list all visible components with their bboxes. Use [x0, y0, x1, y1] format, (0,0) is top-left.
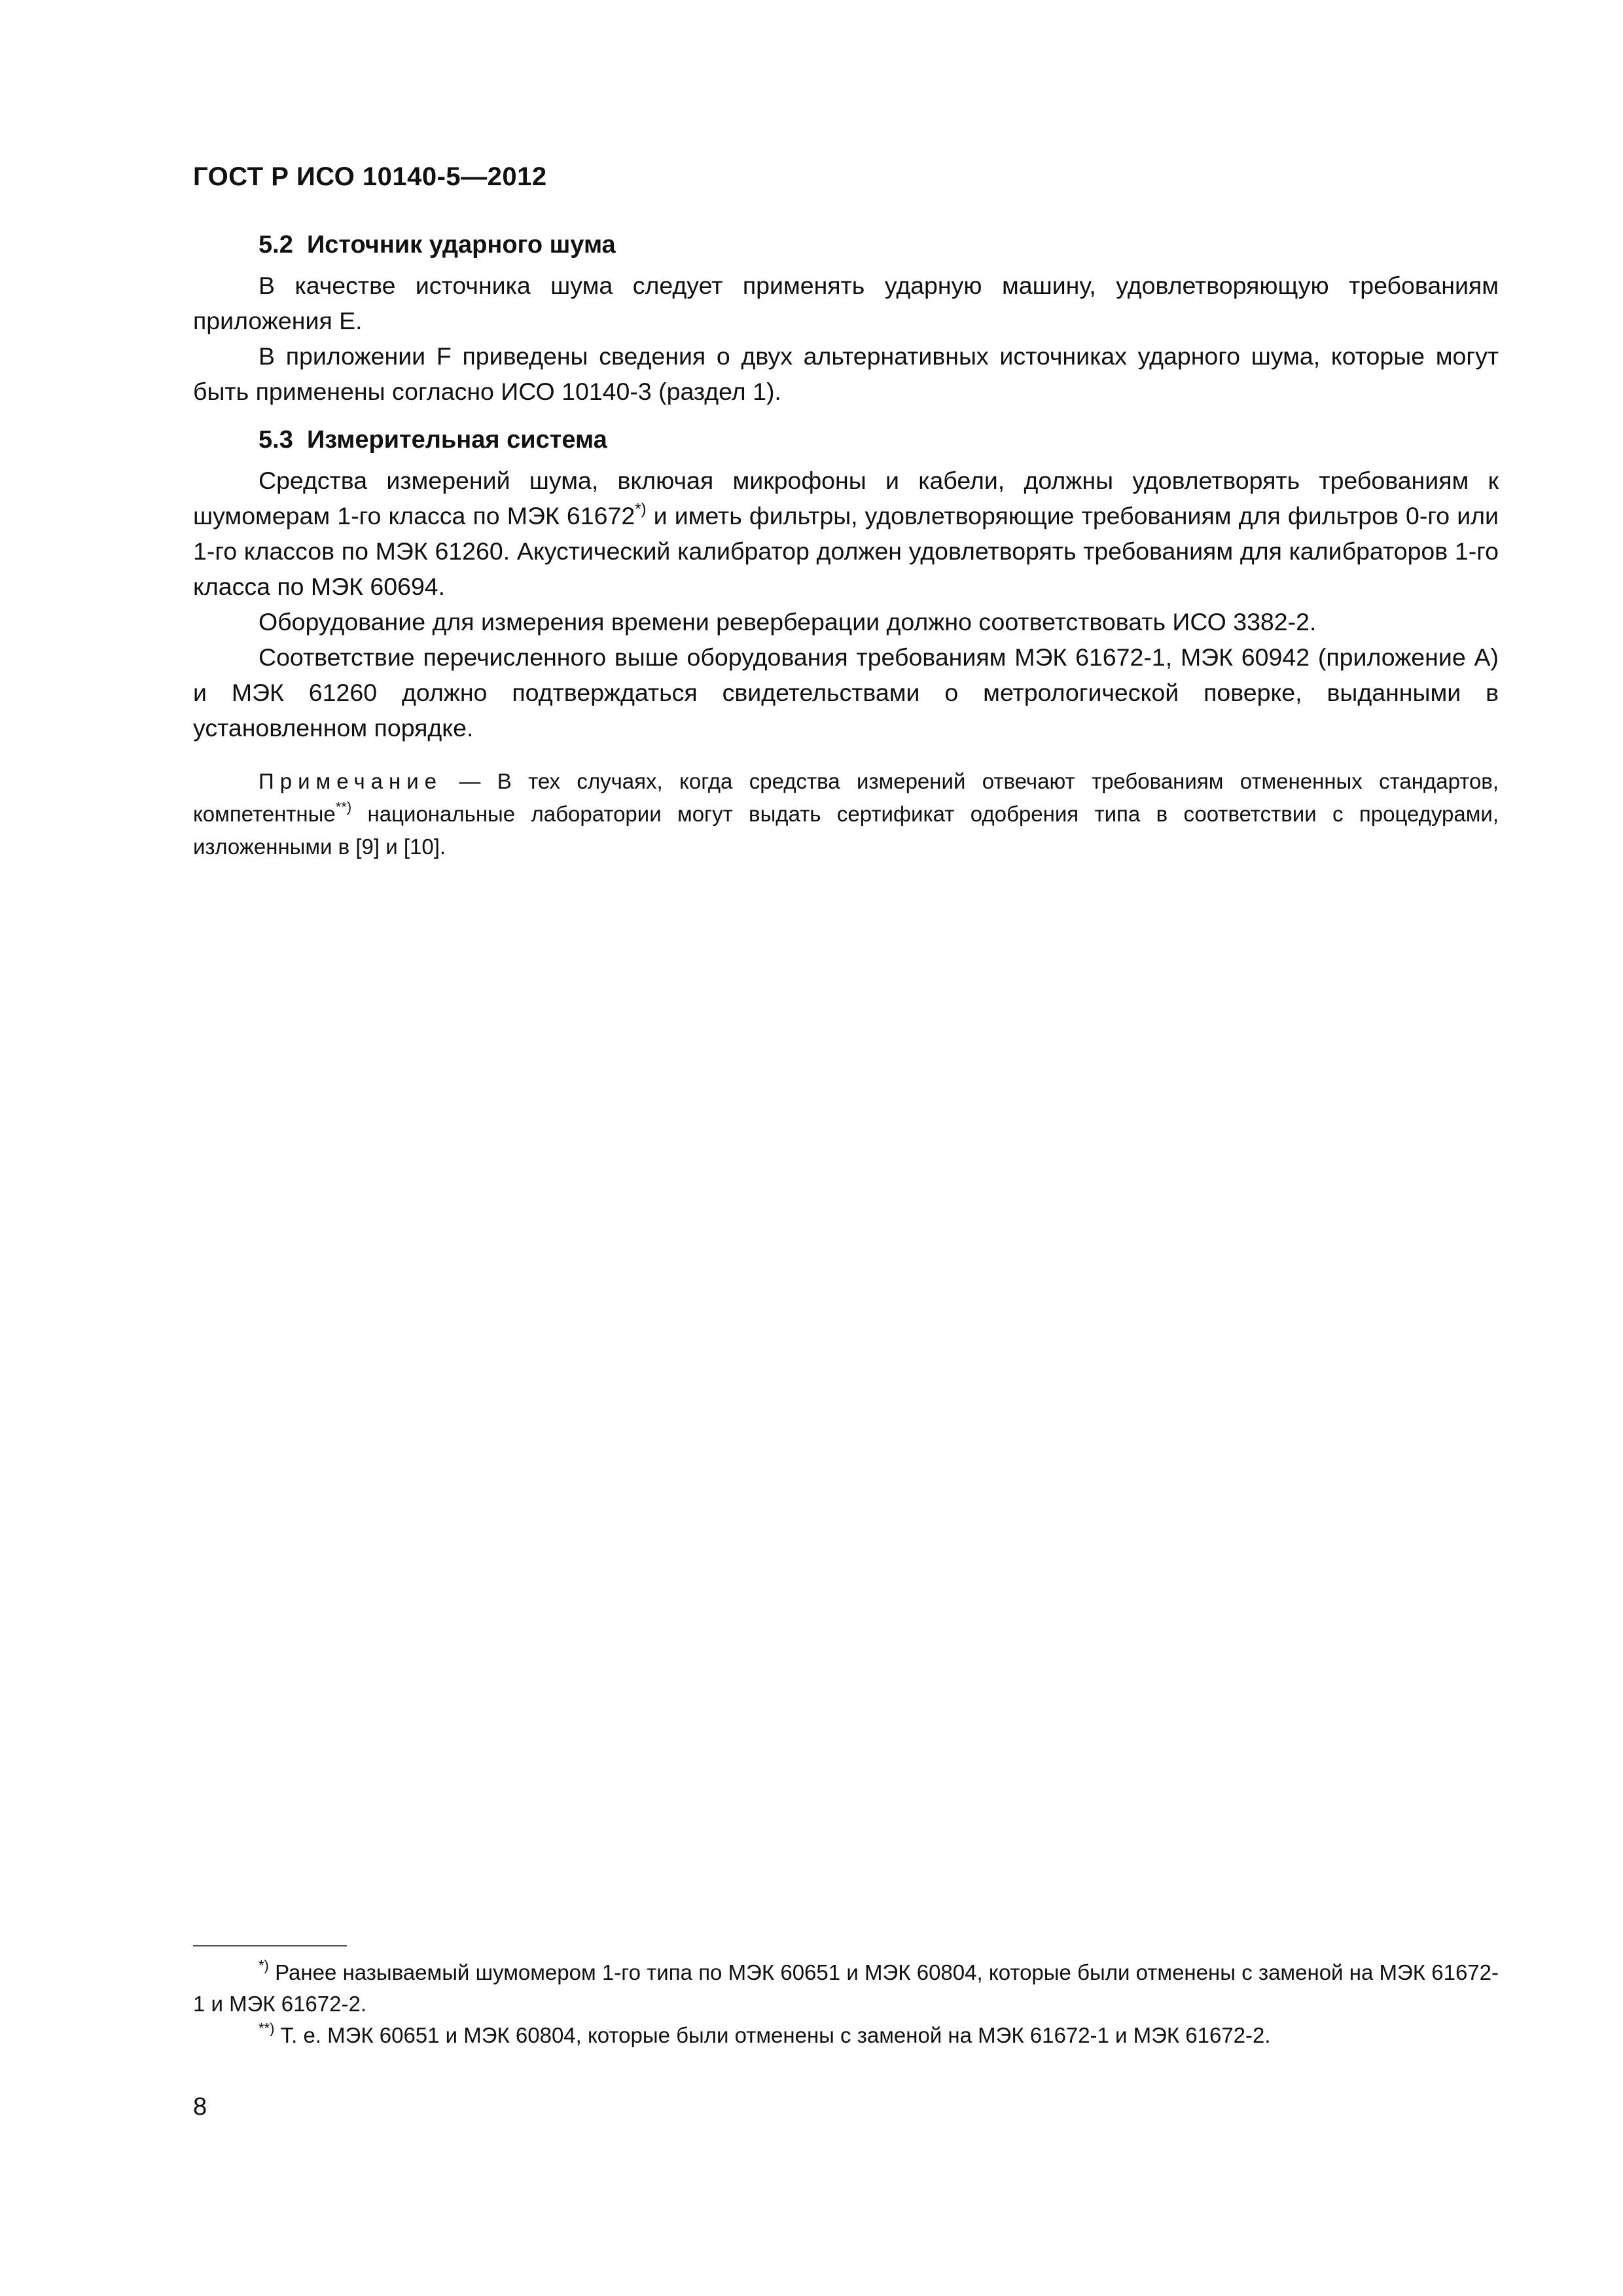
footnotes: [193, 1957, 1499, 2051]
footnote-2: [193, 2020, 1499, 2051]
section-5-2-paragraph-1: В качестве источника шума следует применять ударную машину, удовлетворяющую требованиям приложения Е.: [193, 272, 1499, 334]
page-body: [193, 226, 1499, 885]
footnote-ref-1: *): [635, 500, 647, 518]
section-5-3-paragraph-3: Соответствие перечисленного выше оборудования требованиям МЭК 61672-1, МЭК 60942 (приложение А) и МЭК 61260 должно подтверждаться свидетельствами о метрологической поверке, выданными в установленном порядке.: [193, 643, 1499, 742]
footnote-separator: [193, 1945, 347, 1946]
section-5-2-number: 5.2: [259, 231, 293, 259]
page-number: 8: [193, 2093, 207, 2121]
section-5-3-heading: [193, 421, 1499, 459]
paragraph-text: Средства измерений шума, включая микрофоны и кабели, должны удовлетворять требованиям к шумомерам 1-го класса по МЭК 61672: [193, 467, 1499, 529]
note-text: национальные лаборатории могут выдать сертификат одобрения типа в соответствии с процедурами, изложенными в [9] и [10].: [193, 802, 1499, 859]
section-5-3-number: 5.3: [259, 426, 293, 454]
note-paragraph: [193, 765, 1499, 863]
note-text: — В тех случаях, когда средства измерений отвечают требованиям отмененных стандартов, компетентные: [193, 769, 1499, 826]
document-header: ГОСТ Р ИСО 10140-5—2012: [193, 162, 547, 191]
section-5-3-paragraph-2: Оборудование для измерения времени реверберации должно соответствовать ИСО 3382-2.: [259, 608, 1317, 636]
footnote-marker: **): [259, 2020, 275, 2037]
footnote-text: Ранее называемый шумомером 1-го типа по МЭК 60651 и МЭК 60804, которые были отменены с заменой на МЭК 61672-1 и МЭК 61672-2.: [193, 1960, 1499, 2016]
note-label: Примечание: [259, 769, 443, 793]
paragraph-text: и иметь фильтры, удовлетворяющие требованиям для фильтров 0-го или 1-го классов по МЭК 61260. Акустический калибратор должен удовлетворять требованиям для калибраторов 1-го класса по МЭК 60694.: [193, 502, 1499, 600]
footnote-ref-2: **): [335, 798, 352, 816]
section-5-3-title: Измерительная система: [306, 426, 607, 454]
section-5-3-paragraph-1: [193, 463, 1499, 604]
section-5-2-heading: [193, 226, 1499, 264]
section-5-2-title: Источник ударного шума: [306, 231, 616, 259]
section-5-2-paragraph-2: В приложении F приведены сведения о двух альтернативных источниках ударного шума, которые могут быть применены согласно ИСО 10140-3 (раздел 1).: [193, 342, 1499, 405]
footnote-text: Т. е. МЭК 60651 и МЭК 60804, которые были отменены с заменой на МЭК 61672-1 и МЭК 61672-2.: [274, 2023, 1271, 2047]
footnote-marker: *): [259, 1957, 269, 1974]
footnote-1: [193, 1957, 1499, 2020]
